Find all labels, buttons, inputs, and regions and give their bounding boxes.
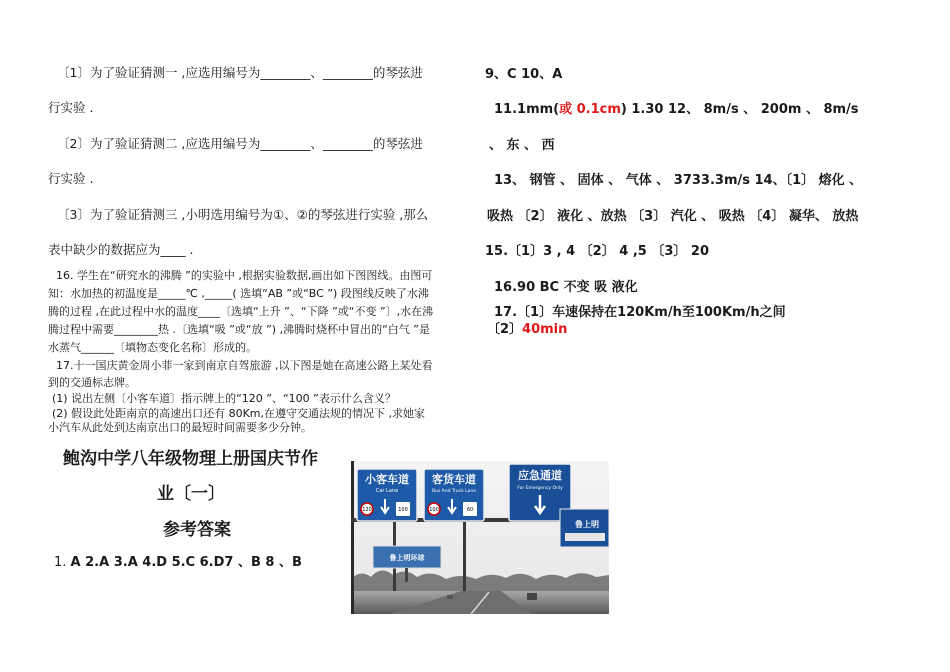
problem-17-line-2: 到的交通标志牌。	[48, 376, 136, 389]
answer-key-heading: 参考答案	[163, 520, 231, 540]
right-direction-sign	[560, 509, 609, 547]
question-3-line: 〔3〕为了验证猜测三 ,小明选用编号为①、②的琴弦进行实验 ,那么	[57, 207, 429, 222]
problem-17-line-5: 小汽车从此处到达南京出口的最短时间需要多少分钟。	[48, 421, 312, 434]
sign-2-limit-100: 100	[429, 507, 439, 513]
question-3-continuation: 表中缺少的数据应为____ .	[48, 242, 194, 257]
answers-11-12-row	[494, 98, 859, 117]
problem-17-line-1: 17.十一国庆黄金周小菲一家到南京自驾旅游 ,以下图是她在高速公路上某处看	[56, 359, 433, 372]
sign-3-english: For Emergency Only	[517, 486, 563, 491]
question-1-continuation: 行实验 .	[48, 100, 94, 115]
answers-13-14-row: 13、 钢管 、 固体 、 气体 、 3733.3m/s 14、〔1〕 熔化 、	[494, 173, 863, 188]
page-title-line-1: 鲍沟中学八年级物理上册国庆节作	[63, 449, 318, 469]
question-2-line: 〔2〕为了验证猜测二 ,应选用编号为________、________的琴弦进	[57, 136, 423, 151]
problem-17-line-4: (2) 假设此处距南京的高速出口还有 80Km,在遵守交通法规的情况下 ,求她家	[52, 407, 425, 420]
page-title-line-2: 业〔一〕	[157, 484, 225, 504]
sign-1-limit-120: 120	[362, 507, 372, 513]
answer-15: 15.〔1〕3 , 4 〔2〕 4 ,5 〔3〕 20	[485, 244, 709, 259]
question-2-continuation: 行实验 .	[48, 171, 94, 186]
answer-11-part-a: 11.1mm(	[494, 102, 560, 117]
answers-1-8: A 2.A 3.A 4.D 5.C 6.D7 、B 8 、B	[70, 555, 302, 570]
bus-truck-lane-sign	[424, 469, 484, 521]
answer-17-part-2-value: 40min	[522, 322, 568, 337]
answer-11-12-part-b: ) 1.30 12、 8m/s 、 200m 、 8m/s	[620, 102, 859, 117]
answer-14-continuation: 吸热 〔2〕 液化 、放热 〔3〕 汽化 、 吸热 〔4〕 凝华、 放热	[487, 209, 859, 224]
sign-2-english: Bus And Truck Lane	[431, 489, 477, 494]
answer-17-part-1: 17.〔1〕车速保持在120Km/h至100Km/h之间	[494, 305, 786, 320]
problem-16-line-3: 腾的过程 ,在此过程中水的温度____〔选填“上升 ”、“下降 ”或“不变 ”〕,水在沸	[48, 305, 434, 318]
problem-16-line-5: 水蒸气______〔填物态变化名称〕形成的。	[48, 341, 257, 354]
answers-1-8-row	[54, 551, 302, 570]
sign-2-chinese: 客货车道	[432, 473, 476, 486]
problem-16-line-1: 16. 学生在“研究水的沸腾 ”的实验中 ,根据实验数据,画出如下图图线。由图可	[56, 269, 433, 282]
sign-1-english: Car Lane	[375, 488, 399, 494]
sign-1-limit-100: 100	[398, 507, 408, 513]
right-sign-text: 鲁上明	[575, 520, 599, 529]
answers-9-10: 9、C 10、A	[485, 67, 563, 82]
answer-1-number: 1.	[54, 555, 67, 570]
billboard-text: 鲁上明环球	[389, 554, 425, 562]
car-lane-sign	[357, 469, 417, 521]
answer-12-direction: 、 东 、 西	[489, 138, 555, 153]
sign-2-limit-60: 60	[466, 507, 474, 513]
problem-16-line-4: 腾过程中需要________热 .〔选填“吸 ”或“放 ”) ,沸腾时烧杯中冒出的“白气 ”是	[48, 323, 430, 336]
problem-16-line-2: 知：水加热的初温度是_____℃ ,_____( 选填“AB ”或“BC ”) 段图线反映了水沸	[48, 287, 429, 300]
question-1-line: 〔1〕为了验证猜测一 ,应选用编号为________、________的琴弦进	[57, 65, 423, 80]
highway-sign-photo	[351, 461, 609, 614]
answer-16: 16.90 BC 不变 吸 液化	[494, 280, 638, 295]
sign-1-chinese: 小客车道	[365, 473, 409, 486]
answer-11-alternative: 或 0.1cm	[559, 102, 621, 117]
answer-17-part-2-label: 〔2〕	[487, 322, 523, 337]
answer-17-part-2-row	[487, 318, 567, 337]
problem-17-line-3: (1) 说出左侧〔小客车道〕指示牌上的“120 ”、“100 ”表示什么含义？	[52, 392, 396, 405]
sign-3-chinese: 应急通道	[518, 469, 562, 482]
